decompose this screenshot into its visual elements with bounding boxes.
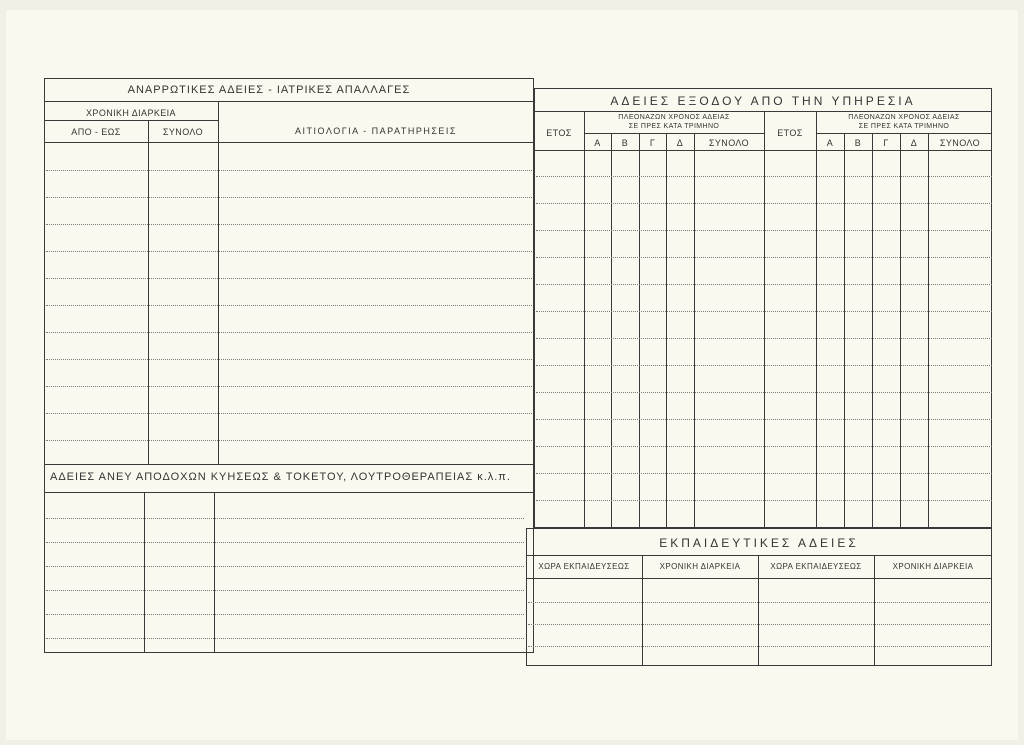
ruling-line — [536, 473, 992, 474]
ruling-line — [536, 500, 992, 501]
quarter-b-1: Β — [621, 138, 629, 148]
quarter-total-1: ΣΥΝΟΛΟ — [708, 138, 750, 148]
ruling-line — [536, 338, 992, 339]
ruling-line — [536, 365, 992, 366]
overtime-header-1-line1: ΠΛΕΟΝΑΖΩΝ ΧΡΟΝΟΣ ΑΔΕΙΑΣ — [618, 114, 730, 121]
education-col-country-1: ΧΩΡΑ ΕΚΠΑΙΔΕΥΣΕΩΣ — [538, 562, 630, 571]
ruling-line — [528, 602, 990, 603]
year-header-1: ΕΤΟΣ — [546, 128, 572, 138]
ruling-line — [46, 197, 532, 198]
total-header: ΣΥΝΟΛΟ — [162, 127, 204, 137]
year-header-2: ΕΤΟΣ — [777, 128, 803, 138]
ruling-line — [46, 386, 532, 387]
ruling-line — [536, 446, 992, 447]
ruling-line — [536, 419, 992, 420]
ruling-line — [46, 590, 524, 591]
unpaid-leave-title: ΑΔΕΙΕΣ ΑΝΕΥ ΑΠΟΔΟΧΩΝ ΚΥΗΣΕΩΣ & ΤΟΚΕΤΟΥ, ΛΟΥΤΡΟΘΕΡΑΠΕΙΑΣ κ.λ.π. — [50, 471, 511, 483]
ruling-line — [536, 392, 992, 393]
reason-header: ΑΙΤΙΟΛΟΓΙΑ - ΠΑΡΑΤΗΡΗΣΕΙΣ — [295, 126, 457, 136]
ruling-line — [528, 624, 990, 625]
ruling-line — [46, 305, 532, 306]
duration-header: ΧΡΟΝΙΚΗ ΔΙΑΡΚΕΙΑ — [86, 108, 176, 118]
quarter-a-2: Α — [826, 138, 834, 148]
from-to-header: ΑΠΟ - ΕΩΣ — [71, 127, 121, 137]
ruling-line — [46, 542, 524, 543]
quarter-c-2: Γ — [883, 138, 889, 148]
education-col-duration-2: ΧΡΟΝΙΚΗ ΔΙΑΡΚΕΙΑ — [892, 562, 974, 571]
quarter-c-1: Γ — [649, 138, 656, 148]
ruling-line — [46, 566, 524, 567]
ruling-line — [46, 251, 532, 252]
quarter-b-2: Β — [854, 138, 862, 148]
overtime-header-1-line2: ΣΕ ΠΡΕΣ ΚΑΤΑ ΤΡΙΜΗΝΟ — [628, 123, 720, 130]
ruling-line — [46, 518, 524, 519]
ruling-line — [46, 413, 532, 414]
ruling-line — [46, 278, 532, 279]
quarter-total-2: ΣΥΝΟΛΟ — [939, 138, 981, 148]
ruling-line — [536, 230, 992, 231]
education-col-duration-1: ΧΡΟΝΙΚΗ ΔΙΑΡΚΕΙΑ — [659, 562, 741, 571]
ruling-line — [46, 332, 532, 333]
quarter-d-2: Δ — [910, 138, 918, 148]
education-col-country-2: ΧΩΡΑ ΕΚΠΑΙΔΕΥΣΕΩΣ — [770, 562, 862, 571]
ruling-line — [528, 646, 990, 647]
education-leave-title: ΕΚΠΑΙΔΕΥΤΙΚΕΣ ΑΔΕΙΕΣ — [659, 536, 859, 550]
exit-leave-title: ΑΔΕΙΕΣ ΕΞΟΔΟΥ ΑΠΟ ΤΗΝ ΥΠΗΡΕΣΙΑ — [610, 94, 916, 108]
ruling-line — [46, 614, 524, 615]
ruling-line — [536, 284, 992, 285]
quarter-d-1: Δ — [676, 138, 684, 148]
ruling-line — [46, 440, 532, 441]
ruling-line — [46, 170, 532, 171]
ruling-line — [536, 257, 992, 258]
paper-sheet — [6, 10, 1018, 740]
ruling-line — [46, 224, 532, 225]
ruling-line — [46, 638, 524, 639]
sick-leave-title: ΑΝΑΡΡΩΤΙΚΕΣ ΑΔΕΙΕΣ - ΙΑΤΡΙΚΕΣ ΑΠΑΛΛΑΓΕΣ — [127, 84, 411, 96]
ruling-line — [536, 176, 992, 177]
leave-record-form — [6, 10, 1018, 740]
ruling-line — [46, 359, 532, 360]
quarter-a-1: Α — [594, 138, 601, 148]
overtime-header-2-line2: ΣΕ ΠΡΕΣ ΚΑΤΑ ΤΡΙΜΗΝΟ — [858, 123, 950, 130]
exit-leave-section — [534, 88, 992, 528]
ruling-line — [536, 311, 992, 312]
ruling-line — [536, 203, 992, 204]
overtime-header-2-line1: ΠΛΕΟΝΑΖΩΝ ΧΡΟΝΟΣ ΑΔΕΙΑΣ — [848, 114, 960, 121]
